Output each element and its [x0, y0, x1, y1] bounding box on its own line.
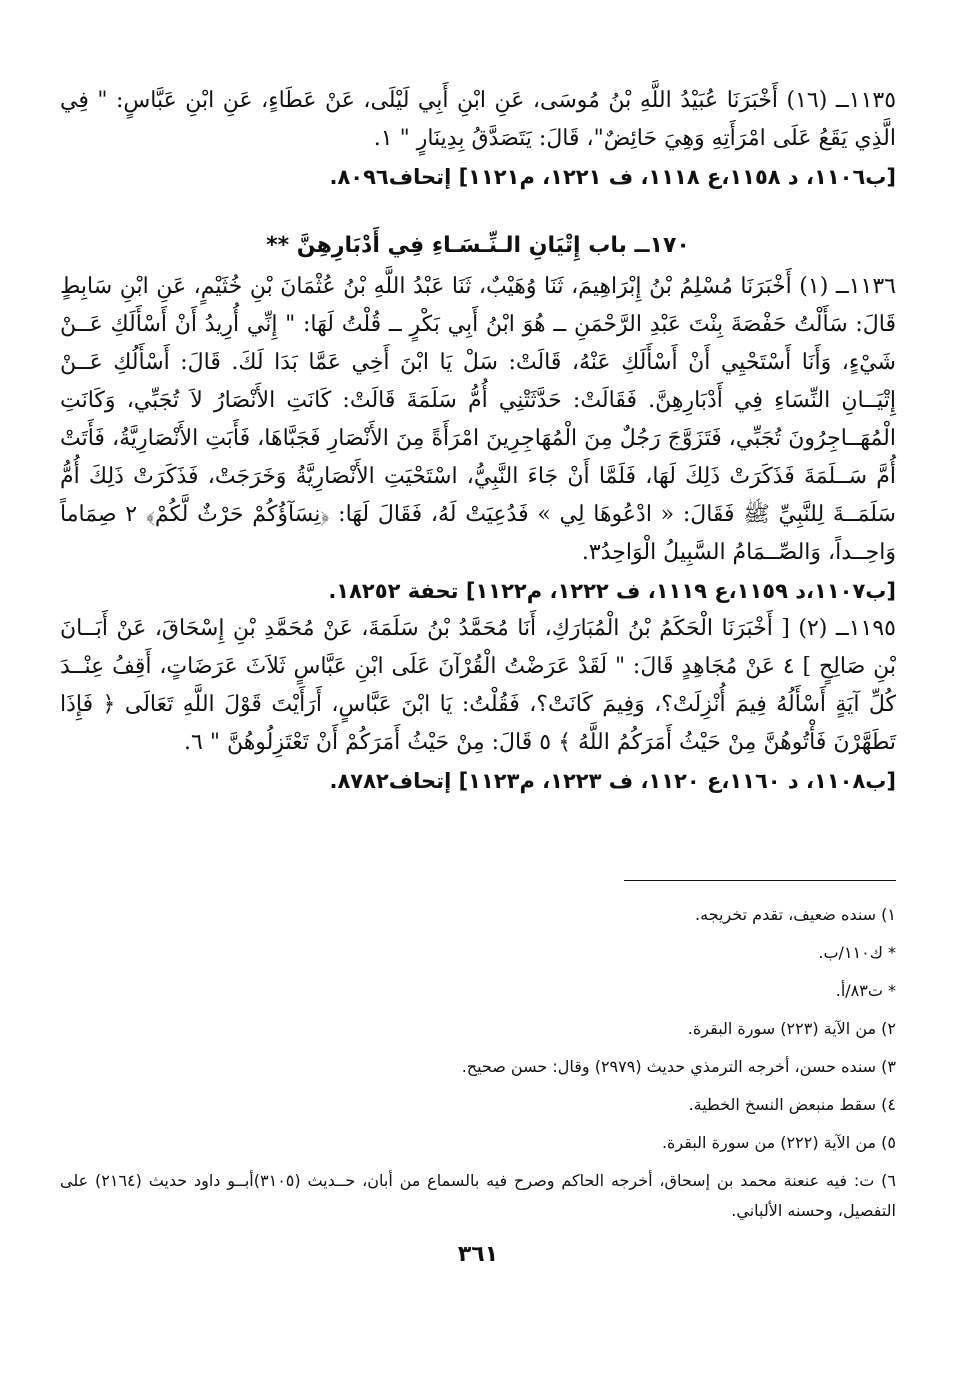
hadith-1136-text: ١١٣٦ــ (١) أَخْبَرَنَا مُسْلِمُ بْنُ إِبْرَاهِيمَ، ثَنَا وُهَيْبٌ، ثَنَا عَبْدُ اللَّهِ بْنُ عُثْمَانَ بْنِ خُثَيْمٍ، عَنِ ابْنِ سَابِطٍ قَالَ: سَأَلْتُ حَفْصَةَ بِنْتَ عَبْدِ الرَّحْمَنِ ــ هُوَ ابْنُ أَبِي بَكْرٍ ــ قُلْتُ لَهَا: " إِنِّي أُرِيدُ أَنْ أَسْأَلَكِ عَــنْ شَيْءٍ، وَأَنَا أَسْتَحْيِي أَنْ أَسْأَلَكِ عَنْهُ، قَالَتْ: سَلْ يَا ابْنَ أَخِي عَمَّا بَدَا لَكَ. قَالَ: أَسْأَلُكِ عَــنْ إِتْيَــانِ النِّسَاءِ فِي أَدْبَارِهِنَّ. فَقَالَتْ: حَدَّثَتْنِي أُمُّ سَلَمَةَ قَالَتْ: كَانَتِ الأَنْصَارُ لاَ تُجَبِّي، وَكَانَتِ الْمُهَــاجِرُونَ تُجَبِّي، فَتَزَوَّجَ رَجُلٌ مِنَ الْمُهَاجِرِينَ امْرَأَةً مِنَ الأَنْصَارِ فَجَبَّاهَا، فَأَبَتِ الأَنْصَارِيَّةُ، فَأَتَتْ أُمَّ سَــلَمَةَ فَذَكَرَتْ ذَلِكَ لَهَا، فَلَمَّا أَنْ جَاءَ النَّبِيُّ، اسْتَحْيَتِ الأَنْصَارِيَّةُ وَخَرَجَتْ، فَذَكَرَتْ ذَلِكَ أُمُّ سَلَمَــةَ لِلنَّبِيِّ ﷺ فَقَالَ: « ادْعُوهَا لِي » فَدُعِيَتْ لَهُ، فَقَالَ لَهَا: ﴿نِسَآؤُكُمْ حَرْثٌ لَّكُمْ﴾ ٢ صِمَاماً وَاحِــداً، وَالصِّــمَامُ السَّبِيلُ الْوَاحِدُ٣. — [60, 274, 897, 565]
footnote-3: ٣) سنده حسن، أخرجه الترمذي حديث (٢٩٧٩) وقال: حسن صحيح. — [461, 1057, 896, 1076]
hadith-1135-text: ١١٣٥ــ (١٦) أَخْبَرَنَا عُبَيْدُ اللَّهِ بْنُ مُوسَى، عَنِ ابْنِ أَبِي لَيْلَى، عَنْ عَطَاءٍ، عَنِ ابْنِ عَبَّاسٍ: " فِي الَّذِي يَقَعُ عَلَى امْرَأَتِهِ وَهِيَ حَائِضٌ"، قَالَ: يَتَصَدَّقُ بِدِينَارٍ " ١. — [60, 88, 897, 151]
hadith-1135-reference: [ب١١٠٦، د ١١٥٨،ع ١١١٨، ف ١٢٢١، م١١٢١] إتحاف٨٠٩٦. — [329, 165, 896, 189]
footnotes — [60, 896, 896, 1226]
hadith-1195-text: ١١٩٥ــ (٢) [ أَخْبَرَنَا الْحَكَمُ بْنُ الْمُبَارَكِ، أَنَا مُحَمَّدُ بْنُ سَلَمَةَ، عَنْ مُحَمَّدِ بْنِ إِسْحَاقَ، عَنْ أَبَــانَ بْنِ صَالِحٍ ] ٤ عَنْ مُجَاهِدٍ قَالَ: " لَقَدْ عَرَضْتُ الْقُرْآنَ عَلَى ابْنِ عَبَّاسٍ ثَلاَثَ عَرَضَاتٍ، أَقِفُ عِنْــدَ كُلِّ آيَةٍ أَسْأَلُهُ فِيمَ أُنْزِلَتْ؟، وَفِيمَ كَانَتْ؟، فَقُلْتُ: يَا ابْنَ عَبَّاسٍ، أَرَأَيْتَ قَوْلَ اللَّهِ تَعَالَى ﴿ فَإِذَا تَطَهَّرْنَ فَأْتُوهُنَّ مِنْ حَيْثُ أَمَرَكُمُ اللَّهُ ﴾ ٥ قَالَ: مِنْ حَيْثُ أَمَرَكُمْ أَنْ تَعْتَزِلُوهُنَّ " ٦. — [60, 616, 896, 755]
footnote-5: ٥) من الآية (٢٢٢) من سورة البقرة. — [661, 1133, 896, 1152]
page-number: ٣٦١ — [457, 1242, 499, 1267]
footnote-manuscript-k: * ك١١٠/ب. — [818, 943, 896, 962]
footnote-4: ٤) سقط منبعض النسخ الخطية. — [688, 1095, 896, 1114]
chapter-heading: ١٧٠ــ باب إِتْيَانِ الـنِّـسَـاءِ فِي أَدْبَارِهِنَّ ** — [266, 233, 690, 258]
footnote-2: ٢) من الآية (٢٢٣) سورة البقرة. — [687, 1019, 896, 1038]
footnote-1: ١) سنده ضعيف، تقدم تخريجه. — [695, 905, 896, 924]
footnote-6: ٦) ت: فيه عنعنة محمد بن إسحاق، أخرجه الحاكم وصرح فيه بالسماع من أبان، حــديث (٣١٠٥)أبــو داود حديث (٢١٦٤) على التفصيل، وحسنه الألباني. — [60, 1171, 896, 1220]
footnote-divider — [624, 880, 896, 881]
main-text — [60, 82, 896, 800]
footnote-manuscript-t: * ت٨٣/أ. — [835, 981, 896, 1000]
hadith-1195-reference: [ب١١٠٨، د ١١٦٠،ع ١١٢٠، ف ١٢٢٣، م١١٢٣] إتحاف٨٧٨٢. — [329, 769, 896, 793]
hadith-1136-reference: [ب١١٠٧،د ١١٥٩،ع ١١١٩، ف ١٢٢٢، م١١٢٢] تحفة ١٨٢٥٢. — [328, 579, 896, 603]
